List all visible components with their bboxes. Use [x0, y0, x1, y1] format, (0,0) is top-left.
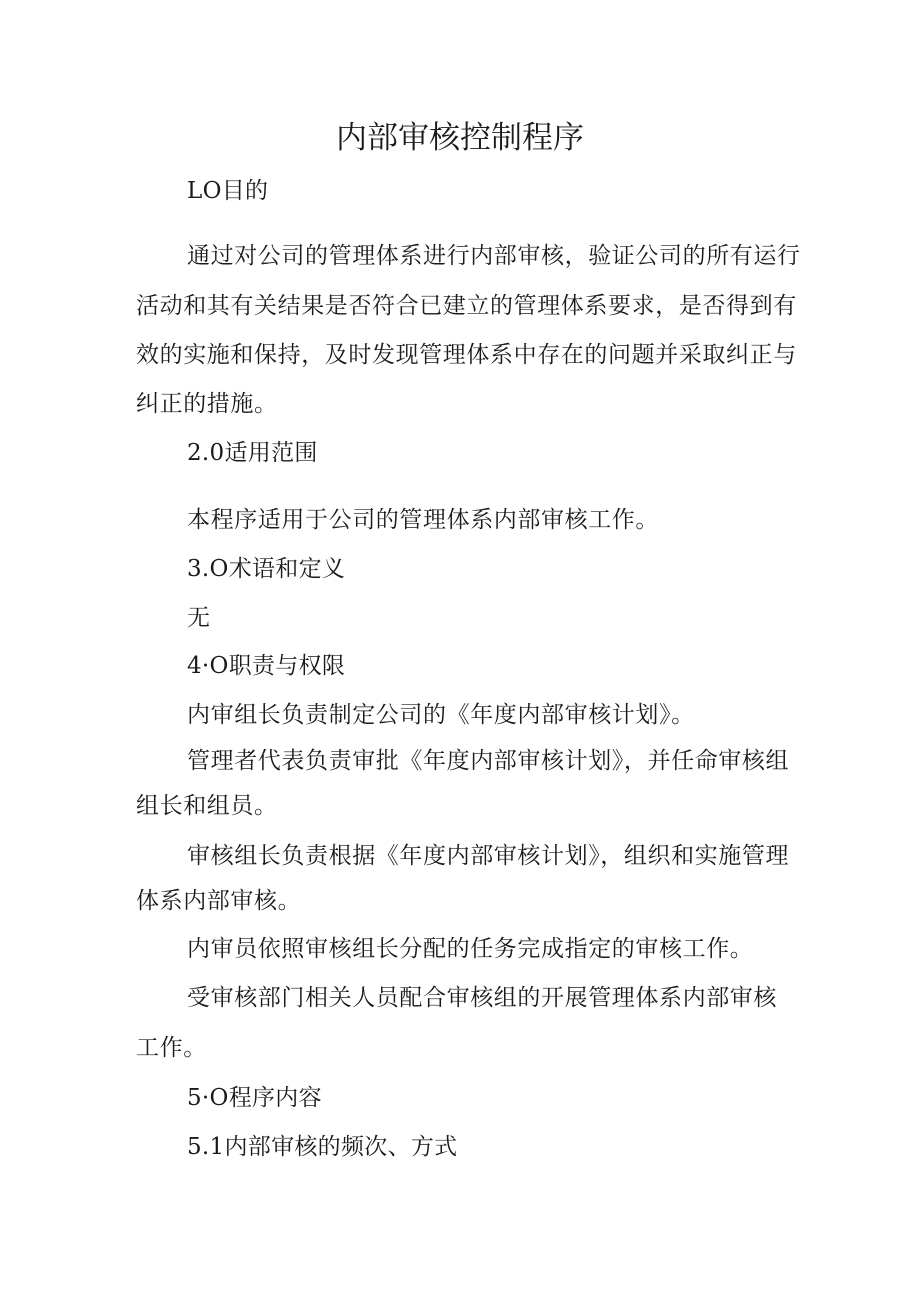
paragraph-line: 通过对公司的管理体系进行内部审核，验证公司的所有运行	[187, 243, 801, 269]
paragraph-line: 无	[187, 605, 211, 631]
section-heading-responsibilities: 4·O职责与权限	[187, 653, 346, 679]
list-item-line: 体系内部审核。	[136, 888, 302, 914]
section-heading-scope: 2.0适用范围	[187, 440, 318, 466]
list-item-line: 管理者代表负责审批《年度内部审核计划》，并任命审核组	[187, 748, 790, 774]
list-item-line: 内审员依照审核组长分配的任务完成指定的审核工作。	[187, 936, 754, 962]
section-heading-terms: 3.O术语和定义	[187, 556, 346, 582]
section-heading-procedure: 5·O程序内容	[187, 1085, 322, 1111]
subsection-heading: 5.1内部审核的频次、方式	[187, 1134, 458, 1160]
paragraph-line: 活动和其有关结果是否符合已建立的管理体系要求，是否得到有	[136, 293, 797, 319]
paragraph-line: 纠正的措施。	[136, 391, 278, 417]
list-item-line: 组长和组员。	[136, 793, 278, 819]
document-title: 内部审核控制程序	[336, 120, 584, 156]
paragraph-line: 效的实施和保持，及时发现管理体系中存在的问题并采取纠正与	[136, 342, 797, 368]
list-item-line: 受审核部门相关人员配合审核组的开展管理体系内部审核	[187, 985, 777, 1011]
paragraph-line: 本程序适用于公司的管理体系内部审核工作。	[187, 507, 659, 533]
list-item-line: 审核组长负责根据《年度内部审核计划》，组织和实施管理	[187, 843, 790, 869]
list-item-line: 工作。	[136, 1035, 207, 1061]
section-heading-purpose: LO目的	[187, 178, 269, 204]
list-item-line: 内审组长负责制定公司的《年度内部审核计划》。	[187, 702, 695, 728]
